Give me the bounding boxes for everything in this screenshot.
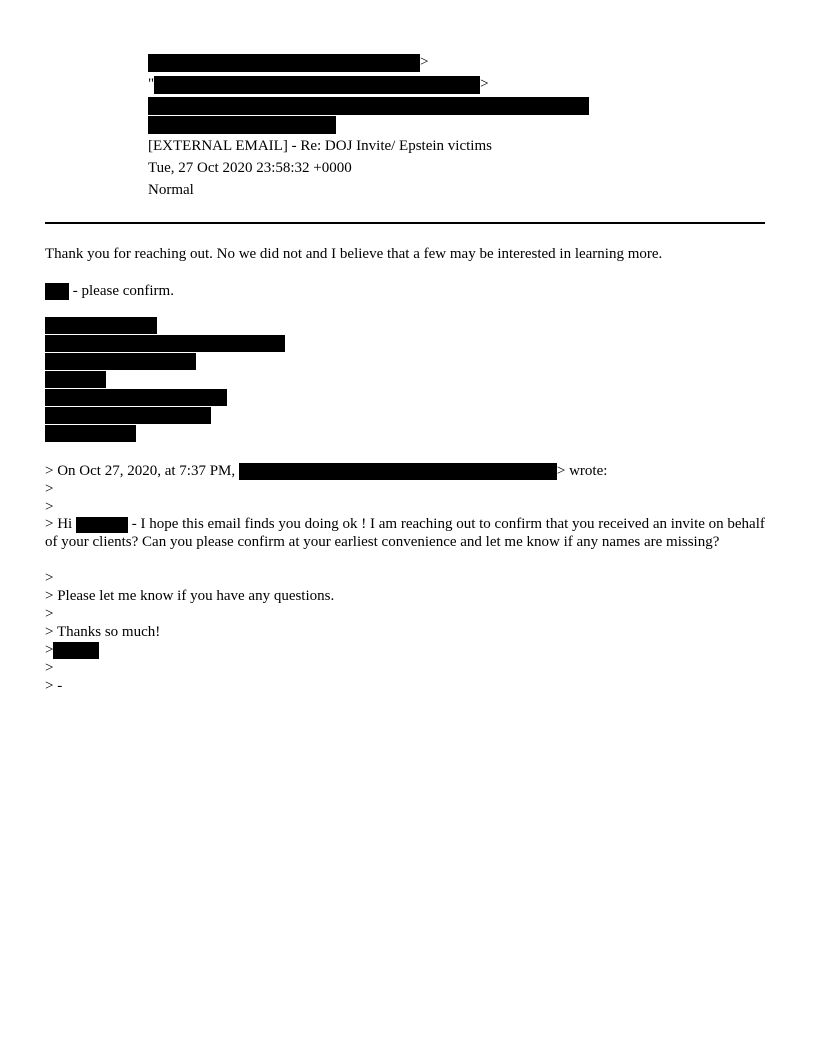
quote-hi-prefix: > Hi xyxy=(45,516,76,532)
to-value xyxy=(148,74,489,94)
from-value xyxy=(148,52,428,72)
cc-redaction-line-1 xyxy=(148,97,589,115)
quote-marker: > xyxy=(45,499,54,515)
quote-marker: > xyxy=(45,660,54,676)
quote-intro xyxy=(45,462,607,480)
quote-paragraph xyxy=(45,515,770,551)
confirm-text: - please confirm. xyxy=(69,283,174,299)
redaction-box xyxy=(45,283,69,300)
from-suffix: > xyxy=(420,54,429,70)
quote-questions: > Please let me know if you have any questions. xyxy=(45,588,335,604)
signature-redaction-2 xyxy=(45,335,285,352)
to-suffix: > xyxy=(480,76,489,92)
cc-redaction-line-2 xyxy=(148,116,336,134)
signature-redaction-3 xyxy=(45,353,196,370)
quote-signature xyxy=(45,641,99,659)
subject-value: [EXTERNAL EMAIL] - Re: DOJ Invite/ Epstein victims xyxy=(148,138,492,154)
redaction-box xyxy=(239,463,557,480)
quote-intro-suffix: > wrote: xyxy=(556,463,608,479)
redaction-box xyxy=(154,76,480,94)
date-value: Tue, 27 Oct 2020 23:58:32 +0000 xyxy=(148,160,352,176)
importance-value: Normal xyxy=(148,182,194,198)
signature-redaction-1 xyxy=(45,317,157,334)
quote-hi-rest: - I hope this email finds you doing ok ! I am reaching out to confirm that you received an invite on behalf of your clients? Can you please confirm at your earliest convenience and let me know if any names are missing? xyxy=(45,516,765,550)
redaction-box xyxy=(53,642,99,659)
signature-redaction-6 xyxy=(45,407,211,424)
quote-end: > - xyxy=(45,678,63,694)
redaction-box xyxy=(148,54,420,72)
signature-redaction-4 xyxy=(45,371,106,388)
quote-marker: > xyxy=(45,570,54,586)
signature-redaction-5 xyxy=(45,389,227,406)
quote-intro-prefix: > On Oct 27, 2020, at 7:37 PM, xyxy=(45,463,239,479)
quote-marker: > xyxy=(45,481,54,497)
header-divider xyxy=(45,222,765,224)
quote-thanks: > Thanks so much! xyxy=(45,624,161,640)
confirm-line xyxy=(45,282,174,300)
signature-redaction-7 xyxy=(45,425,136,442)
quote-sig-prefix: > xyxy=(45,642,54,658)
quote-marker: > xyxy=(45,606,54,622)
to-prefix: " xyxy=(148,76,155,92)
intro-text: Thank you for reaching out. No we did not and I believe that a few may be interested in learning more. xyxy=(45,246,663,262)
redaction-box xyxy=(76,517,128,533)
